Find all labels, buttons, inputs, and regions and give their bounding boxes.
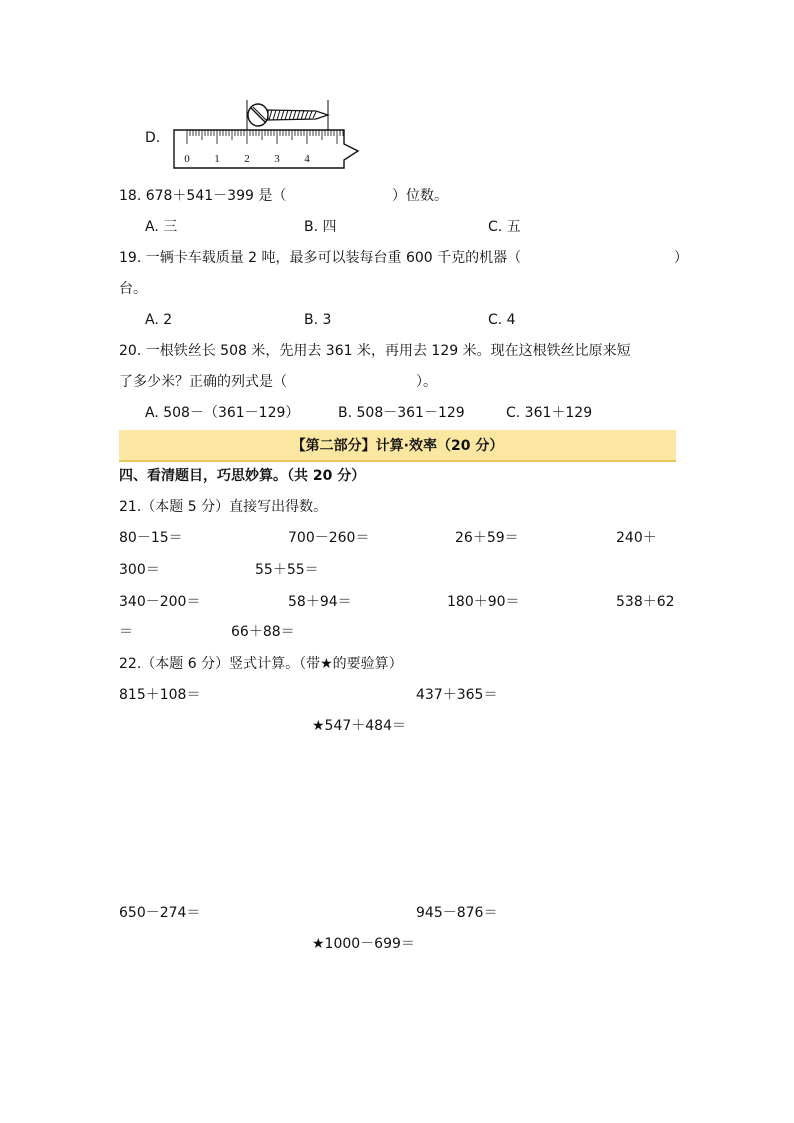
q22-item: 945－876＝ <box>416 905 498 921</box>
q22-item-starred: ★1000－699＝ <box>312 936 415 952</box>
q20-option-a: A. 508－（361－129） <box>145 405 300 421</box>
q21-item: 180＋90＝ <box>447 594 520 610</box>
q21-item: 300＝ <box>119 562 160 578</box>
part4-heading: 四、看清题目，巧思妙算。（共 20 分） <box>119 468 366 484</box>
q21-item: 58＋94＝ <box>288 594 352 610</box>
ruler-label-4: 4 <box>304 153 310 165</box>
q21-item: ＝ <box>119 624 133 640</box>
q19-option-c: C. 4 <box>488 312 516 328</box>
q20-option-b: B. 508－361－129 <box>338 405 465 421</box>
q19-stem-a: 19. 一辆卡车载质量 2 吨，最多可以装每台重 600 千克的机器（ <box>119 250 522 266</box>
ruler-screw-figure <box>168 96 368 176</box>
q20-line1: 20. 一根铁丝长 508 米，先用去 361 米，再用去 129 米。现在这根铁丝比原来短 <box>119 343 631 359</box>
ruler-label-1: 1 <box>214 153 220 165</box>
q22-item: 650－274＝ <box>119 905 201 921</box>
q22-stem: 22.（本题 6 分）竖式计算。（带★的要验算） <box>119 656 403 672</box>
q19-option-b: B. 3 <box>304 312 332 328</box>
q20-line2-a: 了多少米？正确的列式是（ <box>119 374 287 390</box>
section2-title: 【第二部分】计算·效率（20 分） <box>291 438 504 454</box>
q18-stem-b: ）位数。 <box>392 188 448 204</box>
q20-option-c: C. 361＋129 <box>506 405 593 421</box>
q18-option-b: B. 四 <box>304 219 337 235</box>
q17-option-d-letter: D. <box>145 130 161 146</box>
q21-item: 240＋ <box>616 530 657 546</box>
q21-stem: 21.（本题 5 分）直接写出得数。 <box>119 499 328 515</box>
q21-item: 538＋62 <box>616 594 675 610</box>
q21-item: 340－200＝ <box>119 594 201 610</box>
q19-stem-b: ） <box>674 250 688 266</box>
q22-item-starred: ★547＋484＝ <box>312 718 406 734</box>
ruler-label-0: 0 <box>184 153 190 165</box>
q22-item: 437＋365＝ <box>416 687 498 703</box>
q19-option-a: A. 2 <box>145 312 173 328</box>
q18-stem-a: 18. 678＋541－399 是（ <box>119 188 287 204</box>
ruler-label-2: 2 <box>244 153 250 165</box>
q21-item: 55＋55＝ <box>255 562 319 578</box>
q18-option-c: C. 五 <box>488 219 521 235</box>
q20-line2-b: ）。 <box>416 374 437 390</box>
q21-item: 700－260＝ <box>288 530 370 546</box>
q21-item: 66＋88＝ <box>231 624 295 640</box>
q18-option-a: A. 三 <box>145 219 178 235</box>
q21-item: 80－15＝ <box>119 530 183 546</box>
ruler-label-3: 3 <box>274 153 280 165</box>
q21-item: 26＋59＝ <box>455 530 519 546</box>
q19-stem-c: 台。 <box>119 281 147 297</box>
q22-item: 815＋108＝ <box>119 687 201 703</box>
section2-banner <box>119 430 676 462</box>
